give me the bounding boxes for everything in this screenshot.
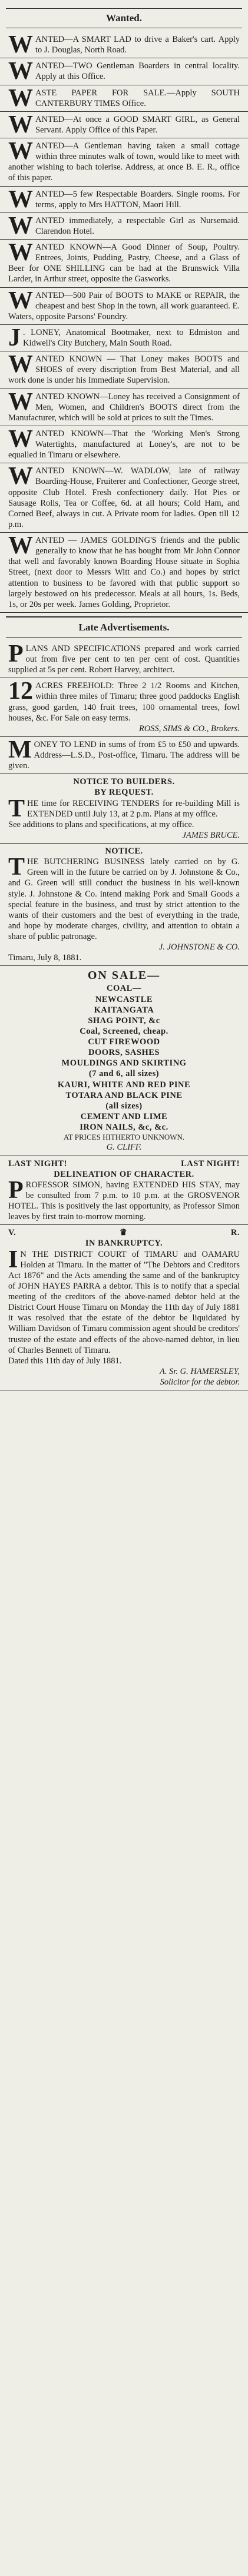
drop-cap: W [8, 351, 33, 379]
sale-line: (all sizes) [105, 1101, 143, 1111]
wanted-ads-list [0, 32, 248, 613]
sale-line: (7 and 6, all sizes) [88, 1069, 160, 1079]
ad-date: Dated this 11th day of July 1881. [8, 1356, 122, 1366]
section-late-heading: Late Advertisements. [78, 621, 170, 633]
drop-cap: J [8, 324, 21, 351]
crest-right: R. [230, 1228, 240, 1238]
ad-text: ANTED—500 Pair of BOOTS to MAKE or REPAIR, the cheapest and best Shop in the town, all work guaranteed. E. Waters, opposite Parsons' Foundry. [8, 290, 240, 321]
ad-text: . LONEY, Anatomical Bootmaker, next to Edmiston and Kidwell's City Butchery, Main South Road. [23, 327, 240, 348]
notice-title: DELINEATION OF CHARACTER. [54, 1169, 194, 1179]
wanted-ad [0, 533, 248, 613]
ad-text: N THE DISTRICT COURT of TIMARU and OAMARU Holden at Timaru. In the matter of "The Debtors and Creditors Act 1876" and the Acts amending the same and of the bankruptcy of JOHN HAYES PARRA a debtor. This is to notify that a special meeting of the creditors of the above-named debtor held at the District Court House Timaru on Monday the 11th day of July 1881 it was resolved that the estate of the debtor be liquidated by William Davidson of Timaru commission agent should be creditors' trustee of the estate and effects of the above-named debtor, in lieu of Charles Bennett of Timaru. [8, 1249, 240, 1355]
last-night-right: LAST NIGHT! [181, 1158, 240, 1169]
drop-cap: W [8, 58, 33, 85]
wanted-ad [0, 58, 248, 85]
drop-cap: W [8, 239, 33, 266]
ad-text: ONEY TO LEND in sums of from £5 to £50 and upwards. Address—L.S.D., Post-office, Timaru. The address will be given. [8, 739, 240, 771]
drop-cap: W [8, 388, 33, 416]
notice-byline: BY REQUEST. [94, 788, 154, 798]
section-rule [6, 637, 242, 638]
ad-signature: A. Sr. G. HAMERSLEY, [159, 1366, 240, 1376]
drop-cap: P [8, 640, 24, 668]
drop-cap: T [8, 795, 25, 822]
sale-line: MOULDINGS AND SKIRTING [61, 1058, 187, 1068]
wanted-ad [0, 213, 248, 240]
wanted-ad [0, 187, 248, 213]
last-night-ad [0, 1156, 248, 1226]
ad-text: ANTED—A SMART LAD to drive a Baker's cart. Apply to J. Douglas, North Road. [35, 35, 240, 55]
sale-line: DOORS, SASHES [88, 1048, 160, 1058]
coal-heading: COAL— [107, 984, 141, 994]
ad-text: ANTED KNOWN—Loney has received a Consignment of Men, Women, and Children's BOOTS direct from the Manufacturer, which will be sold at prices to suit the Times. [8, 391, 240, 423]
wanted-ad [0, 32, 248, 58]
drop-cap: W [8, 463, 33, 490]
ad-text: ACRES FREEHOLD: Three 2 1/2 Rooms and Kitchen, within three miles of Timaru; three good paddocks English grass, good garden, 140 fruit trees, 100 ornamental trees, fowl houses, &c. For Sale on easy terms. [8, 681, 240, 723]
late-ads-rule [6, 616, 242, 618]
ad-text: ANTED—A Gentleman having taken a small cottage within three minutes walk of town, would like to meet with another wishing to bach tolerise. Address, at once B. E. R., office of this paper. [8, 141, 240, 183]
on-sale-heading: ON SALE— [87, 969, 161, 982]
drop-cap: W [8, 532, 33, 559]
notice-title: NOTICE. [105, 847, 143, 856]
ad-text: ANTED—TWO Gentleman Boarders in central locality. Apply at this Office. [35, 61, 240, 82]
bankruptcy-notice [0, 1225, 248, 1390]
drop-cap: W [8, 287, 33, 314]
drop-cap: W [8, 111, 33, 138]
money-ad [0, 737, 248, 774]
ad-note: See additions to plans and specifications, at my office. [8, 819, 194, 829]
on-sale-ad [0, 966, 248, 1156]
wanted-ad [0, 240, 248, 288]
prices-line: AT PRICES HITHERTO UNKNOWN. [63, 1133, 185, 1142]
ad-date: Timaru, July 8, 1881. [8, 953, 82, 963]
wanted-ad [0, 85, 248, 112]
ad-text: ANTED KNOWN—That the 'Working Men's Strong Watertights, manufactured at Loney's, are not to be equalled in Timaru or elsewhere. [8, 429, 240, 460]
freehold-ad [0, 678, 248, 737]
coal-lines [8, 994, 240, 1037]
last-night-row [8, 1158, 240, 1169]
drop-cap: 12 [8, 678, 33, 705]
crest-left: V. [8, 1228, 16, 1238]
drop-cap: W [8, 212, 33, 240]
sale-line: KAITANGATA [94, 1005, 154, 1015]
notice-title: IN BANKRUPTCY. [85, 1239, 163, 1249]
ad-signature: J. JOHNSTONE & CO. [158, 942, 240, 952]
sale-line: CEMENT AND LIME [80, 1111, 168, 1121]
wanted-ad [0, 389, 248, 426]
ad-text: ANTED—5 few Respectable Boarders. Single rooms. For terms, apply to Mrs HATTON, Maori Hill. [35, 189, 240, 210]
butchering-notice [0, 844, 248, 966]
ad-text: HE BUTCHERING BUSINESS lately carried on by G. Green will in the future be carried on by J. Johnstone & Co., and G. Green will still conduct the business in his well-known style. J. Johnstone & Co. intend making Pork and Small Goods a special feature in the business, and trust by strict attention to the wants of their customers and the best of everything in the trade, and hope by moderate charges, civility, and attention to obtain a share of public patronage. [8, 857, 240, 941]
ad-text: ANTED — JAMES GOLDING'S friends and the public generally to know that he has bought from Mr John Connor that well and favorably known Boarding House situate in Sophia Street, (next door to Messrs Witt and Co.) and hopes by strict attention to business to be favored with that public support so largely bestowed on his predecessor. Meals at all hours, 1s. Beds, 1s, or 20s per week. James Golding, Proprietor. [8, 536, 240, 609]
sale-line: NEWCASTLE [95, 994, 153, 1004]
notice-title: NOTICE TO BUILDERS. [73, 777, 175, 787]
wanted-ad [0, 112, 248, 138]
timber-items [8, 1037, 240, 1133]
wanted-ad [0, 426, 248, 463]
wanted-ad [0, 325, 248, 351]
ad-text: ANTED KNOWN — That Loney makes BOOTS and SHOES of every discription from Best Material, and all work done is under his Immediate Supervision. [8, 354, 240, 386]
last-night-left: LAST NIGHT! [8, 1158, 67, 1169]
sale-line: TOTARA AND BLACK PINE [65, 1090, 183, 1100]
ad-signature-role: Solicitor for the debtor. [160, 1377, 240, 1387]
sale-line: IRON NAILS, &c, &c. [80, 1123, 168, 1132]
ad-text: ANTED immediately, a respectable Girl as Nursemaid. Clarendon Hotel. [35, 215, 240, 236]
ad-text: ANTED—At once a GOOD SMART GIRL, as General Servant. Apply Office of this Paper. [35, 114, 240, 135]
wanted-ad [0, 138, 248, 187]
section-wanted-heading: Wanted. [106, 12, 142, 24]
ad-text: ANTED KNOWN—W. WADLOW, late of railway Boarding-House, Fruiterer and Confectioner, George street, opposite Club Hotel. Fresh confectionery daily. Hot Pies or Sausage Rolls, Tea or Coffee, 6d. at all hours; Cold Ham, and Corned Beef, always in cut. A Private room for ladies. Open till 12 p.m. [8, 466, 240, 529]
ad-signature: JAMES BRUCE. [182, 830, 240, 840]
wanted-ad [0, 463, 248, 533]
ad-text: ANTED KNOWN—A Good Dinner of Soup, Poultry. Entrees, Joints, Pudding, Pastry, Cheese, and a Glass of Beer for ONE SHILLING can be had at the Brunswick Villa Larder, in Arthur street, opposite the Gasworks. [8, 243, 240, 284]
sale-line: CUT FIREWOOD [88, 1037, 160, 1047]
drop-cap: P [8, 1176, 24, 1204]
drop-cap: M [8, 736, 32, 763]
wanted-ad [0, 351, 248, 389]
sale-line: KAURI, WHITE AND RED PINE [57, 1080, 191, 1090]
crest-row [8, 1227, 240, 1238]
plans-ad [0, 641, 248, 678]
wanted-ad [0, 288, 248, 325]
ad-text: ASTE PAPER FOR SALE.—Apply SOUTH CANTERBURY TIMES Office. [35, 88, 240, 108]
ad-signature: G. CLIFF. [106, 1143, 142, 1153]
sale-line: SHAG POINT, &c [88, 1015, 160, 1025]
crest-icon: ♛ [119, 1228, 128, 1238]
drop-cap: T [8, 854, 25, 881]
ad-text: HE time for RECEIVING TENDERS for re-building Mill is EXTENDED until July 13, at 2 p.m. Plans at my office. [27, 798, 240, 819]
ad-text: LANS AND SPECIFICATIONS prepared and work carried out from five per cent to ten per cent of cost. Quantities supplied at 5s per cent. Robert Harvey, architect. [8, 643, 240, 675]
drop-cap: W [8, 84, 33, 112]
drop-cap: W [8, 425, 33, 453]
ad-signature: ROSS, SIMS & CO., Brokers. [138, 723, 240, 733]
drop-cap: I [8, 1246, 18, 1273]
sale-line: Coal, Screened, cheap. [80, 1026, 168, 1036]
top-rule [6, 8, 242, 9]
drop-cap: W [8, 185, 33, 213]
ad-text: ROFESSOR SIMON, having EXTENDED HIS STAY, may be consulted from 7 p.m. to 10 p.m. at the GROSVENOR HOTEL. This is positively the last opportunity, as Professor Simon leaves by first train to-morrow morning. [8, 1180, 240, 1222]
drop-cap: W [8, 31, 33, 58]
builders-notice [0, 774, 248, 844]
drop-cap: W [8, 138, 33, 165]
